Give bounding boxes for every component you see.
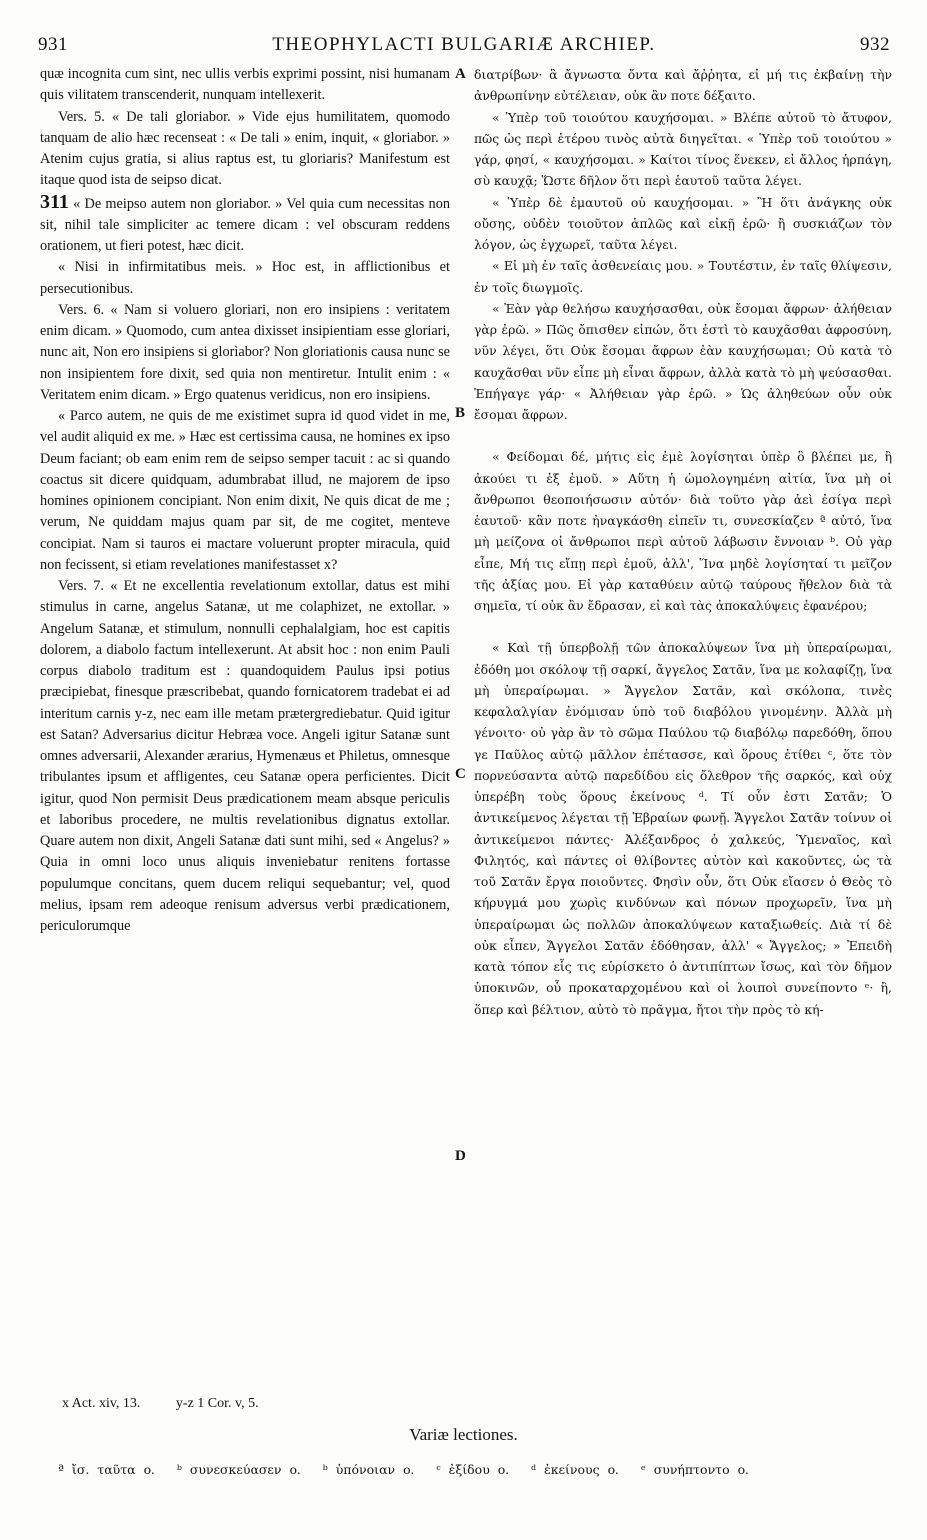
latin-paragraph-2: Vers. 5. « De tali gloriabor. » Vide ejus humilitatem, quomodo tanquam de alio hæc recenseat : « De tali » enim, inquit, « gloriabor. » Atenim cujus gratia, si alius raptus est, tu gloriaris? Manifestum est itaque quod ista de seipso dicat. <box>40 108 450 189</box>
variant-reading: ᶜ ἐξίδου o. <box>436 1462 510 1477</box>
latin-paragraph-3 <box>40 192 450 258</box>
latin-paragraph-3-text: « De meipso autem non gloriabor. » Vel quia cum necessitas non sit, nihil tale simpliciter ac temere dicam : vel obscuram reddens orationem, ut fieri potest, hæc dicit. <box>40 195 450 254</box>
variant-reading: ᵉ συνήπτοντο o. <box>640 1462 749 1477</box>
variae-lectiones-title: Variæ lectiones. <box>409 1425 518 1444</box>
footnote-1: x Act. xiv, 13. <box>62 1396 141 1411</box>
greek-paragraph-2: « Ὑπὲρ τοῦ τοιούτου καυχήσομαι. » Βλέπε αὐτοῦ τὸ ἄτυφον, πῶς ὡς περὶ ἑτέρου τινὸς αὐτὰ διηγεῖται. « Ὑπὲρ τοῦ τοιούτου » γάρ, φησί, « καυχήσομαι. » Καίτοι τίνος ἕνεκεν, εἰ ἄλλος ἡρπάγη, σὺ καυχᾷ; Ὥστε δῆλον ὅτι περὶ ἑαυτοῦ ταῦτα λέγει. <box>474 109 892 189</box>
greek-paragraph-5: « Ἐὰν γὰρ θελήσω καυχήσασθαι, οὐκ ἔσομαι ἄφρων· ἀλήθειαν γὰρ ἐρῶ. » Πῶς ὄπισθεν εἰπών, ὅτι ἐστὶ τὸ καυχᾶσθαι ἀφροσύνη, νῦν λέγει, ὅτι Οὐκ ἔσομαι ἄφρων ἐὰν καυχήσωμαι; Οὐ κατὰ τὸ καυχᾶσθαι νῦν εἶπε μὴ εἶναι ἄφρων, ἀλλὰ κατὰ τὸ μὴ ψεύσασθαι. Ἐπήγαγε γάρ· « Ἀλήθειαν γὰρ ἐρῶ. » Ὡς ἀληθεύων οὖν οὐκ ἔσομαι ἄφρων. <box>474 300 892 422</box>
margin-letter-c: C <box>455 766 466 782</box>
page-number-right: 932 <box>860 34 890 55</box>
variant-reading: ᵇ συνεσκεύασεν o. <box>176 1462 301 1477</box>
greek-paragraph-6: « Φείδομαι δέ, μήτις εἰς ἐμὲ λογίσηται ὑπὲρ ὃ βλέπει με, ἢ ἀκούει τι ἐξ ἐμοῦ. » Αὕτη ἡ ὡμολογημένη αἰτία, ἵνα μὴ οἱ ἄνθρωποι θεοποιήσωσιν αὐτόν· διὰ τοῦτο γὰρ ἀεὶ ἐσίγα περὶ ἑαυτοῦ· κἂν ποτε ἠναγκάσθη εἰπεῖν τι, συνεσκίαζεν ª αὐτό, ἵνα μὴ μείζονα οἱ ἄνθρωποι περὶ αὐτοῦ λάβωσιν ἔννοιαν ᵇ. Οὐ γὰρ εἶπε, Μή τις εἴπῃ περὶ ἐμοῦ, ἀλλ', Ἵνα μηδὲ λογίσηταί τι μεῖζον τῆς ἀξίας μου. Εἰ γὰρ καταθύειν αὐτῷ ταύρους ἤθελον διὰ τὰ σημεῖα, τί οὐκ ἂν ἔδρασαν, εἰ καὶ τὰς ἀποκαλύψεις ἐφανέρου; <box>474 449 892 613</box>
greek-paragraph-3: « Ὑπὲρ δὲ ἐμαυτοῦ οὐ καυχήσομαι. » Ἢ ὅτι ἀνάγκης οὐκ οὔσης, οὐδὲν τοιοῦτον ἁπλῶς καὶ εἰκῇ ἐρῶ· ἢ συσκιάζων τὸν λόγον, ὡς ἐγχωρεῖ, ταῦτα λέγει. <box>474 194 892 252</box>
variae-lectiones-list <box>58 1462 888 1477</box>
running-title: THEOPHYLACTI BULGARIÆ ARCHIEP. <box>272 34 656 55</box>
greek-paragraph-4: « Εἰ μὴ ἐν ταῖς ἀσθενείαις μου. » Τουτέστιν, ἐν ταῖς θλίψεσιν, ἐν τοῖς διωγμοῖς. <box>474 258 892 295</box>
greek-column <box>474 64 892 1020</box>
page-number-left: 931 <box>38 34 68 55</box>
margin-letter-d: D <box>455 1148 466 1164</box>
latin-paragraph-5: Vers. 6. « Nam si voluero gloriari, non ero insipiens : veritatem enim dicam. » Quomodo, cum antea dixisset insipientiam esse gloriari, nunc ait, Non ero insipiens si glorìabor? Non gloriationis causa nunc se non insipientem fore dixit, sed quia non mentiretur. Intulit enim : « Veritatem enim dicam. » Ergo quatenus veridicus, non ero insipiens. <box>40 301 450 403</box>
latin-paragraph-4: « Nisi in infirmitatibus meis. » Hoc est, in afflictionibus et persecutionibus. <box>40 259 450 297</box>
margin-letter-a: A <box>455 66 466 82</box>
variant-reading: ᵇ ὑπόνοιαν o. <box>322 1462 415 1477</box>
latin-paragraph-7: Vers. 7. « Et ne excellentia revelationum extollar, datus est mihi stimulus in carne, angelus Satanæ, ut me colaphizet, ne extollar. » Angelum Satanæ, et stimulum, nonnulli cephalalgiam, hoc est capitis dolorem, a diabolo factum intellexerunt. At absit hoc : non enim Pauli corpus diabolo traditum est : quandoquidem Paulus ipsi potius præcipiebat, finesque præscribebat, quando fornicatorem tradebat ei ad interitum carnis y-z, nec eam ille metam prætergrediebatur. Quid igitur est Satan? Adversarius dicitur Hebræa voce. Angeli igitur Satanæ sunt omnes adversarii, Alexander ærarius, Hymenæus et Philetus, omnesque tribulantes ipsum et affligentes, ceu Satanæ opera perficientes. Dicit igitur, quod Non permisit Deus prædicationem meam absque periculis et laboribus procedere, ne multis revelationibus dignatus extollar. Quare autem non dixit, Angeli Satanæ dati sunt mihi, sed « Angelus? » Quia in omni loco unus aliquis inveniebatur renitens fortasse populumque concitans, quem ducem reliqui sequebantur; vel, quod melius, ipsam rem adeoque renisum adversus verbi prædicationem, periculorumque <box>40 578 450 934</box>
column-number: 311 <box>40 190 69 213</box>
greek-paragraph-7: « Καὶ τῇ ὑπερβολῇ τῶν ἀποκαλύψεων ἵνα μὴ ὑπεραίρωμαι, ἐδόθη μοι σκόλοψ τῇ σαρκί, ἄγγελος Σατᾶν, ἵνα με κολαφίζῃ, ἵνα μὴ ὑπεραίρωμαι. » Ἄγγελον Σατᾶν, καὶ σκόλοπα, τινὲς κεφαλαλγίαν ἐνόμισαν ὑπὸ τοῦ διαβόλου γινομένην. Ἀλλὰ μὴ γένοιτο· οὐ γὰρ ἂν τὸ σῶμα Παύλου τῷ διαβόλῳ παρεδόθη, ὅπου γε Παῦλος αὐτῷ μᾶλλον ἐπέτασσε, καὶ ὅρους ἐτίθει ᶜ, ὅτε τὸν πορνεύσαντα αὐτῷ παρεδίδου εἰς ὄλεθρον τῆς σαρκός, καὶ οὐχ ὑπερέβη τοὺς ὅρους ἐκείνους ᵈ. Τί οὖν ἐστι Σατᾶν; Ὁ ἀντικείμενος λέγεται τῇ Ἑβραίων φωνῇ. Ἄγγελοι Σατᾶν τοίνυν οἱ ἀντικείμενοι πάντες· Ἀλέξανδρος ὁ χαλκεύς, Ὑμεναῖος, καὶ Φιλητός, καὶ πάντες οἱ θλίβοντες αὐτὸν καὶ κακοῦντες, ὡς τὰ τοῦ Σατᾶν ἔργα ποιοῦντες. Φησὶν οὖν, ὅτι Οὐκ εἴασεν ὁ Θεὸς τὸ κήρυγμά μου χωρὶς κινδύνων καὶ πόνων προχωρεῖν, ἵνα μὴ ὑπεραίρωμαι ὡς πολλῶν ἀποκαλύψεων καταξιωθείς. Διὰ τί δὲ οὐκ εἶπεν, Ἄγγελοι Σατᾶν ἐδόθησαν, ἀλλ' « Ἄγγελος; » Ἐπειδὴ κατὰ τόπον εἷς τις εὑρίσκετο ὁ ἀντιπίπτων ἴσως, καὶ τὸν δῆμον ὑποκινῶν, οὗ προκαταρχομένου καὶ οἱ λοιποὶ συνείποντο ᵉ· ἢ, ὅπερ καὶ βέλτιον, αὐτὸ τὸ πρᾶγμα, ἤτοι τὴν πρὸς τὸ κή- <box>474 640 892 1017</box>
latin-paragraph-1: quæ incognita cum sint, nec ullis verbis exprimi possint, nisi humanam quis vilitatem transcenderit, nunquam intellexerit. <box>40 66 450 104</box>
page-header <box>38 34 890 64</box>
footnote-2: y-z 1 Cor. v, 5. <box>175 1396 259 1411</box>
footnotes <box>62 1396 291 1412</box>
greek-paragraph-1: διατρίβων· ἃ ἄγνωστα ὄντα καὶ ἄῤῥητα, εἰ μή τις ἐκβαίνῃ τὴν ἀνθρωπίνην εὐτέλειαν, οὐκ ἂν ποτε δέξαιτο. <box>474 67 892 104</box>
latin-paragraph-6: « Parco autem, ne quis de me existimet supra id quod videt in me, vel audit aliquid ex me. » Hæc est certissima causa, ne homines ex ipso Deum faciant; ob eam enim rem de seipso semper tacuit : ac si quando coactus sit dicere quidquam, adumbrabat illud, ne majorem de ipso homines opinionem concipiant. Non enim dixit, Ne quis dicat de me ; verum, Ne quiddam majus quam par sit, de me cogitet, menteve concipiat. Nam si tauros ei mactare voluerunt propter miracula, quid non fecissent, si etiam revelationes manifestasset x? <box>40 408 450 573</box>
variant-reading: ᵈ ἐκείνους o. <box>531 1462 619 1477</box>
latin-column <box>40 64 450 937</box>
margin-letter-b: B <box>455 405 466 421</box>
variant-reading: ª ἴσ. ταῦτα o. <box>58 1462 155 1477</box>
